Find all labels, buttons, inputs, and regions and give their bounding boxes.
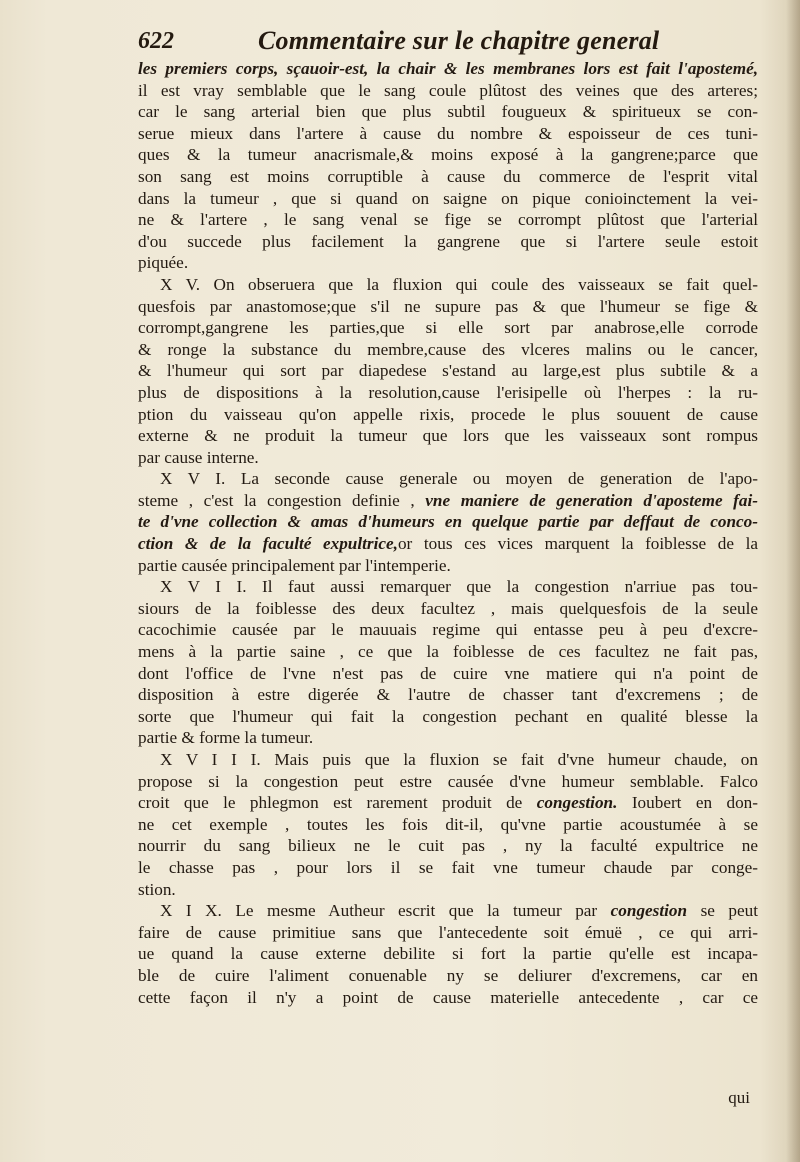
text-line: cacochimie causée par le mauuais regime qui entasse peu à peu d'excre- <box>138 620 758 640</box>
text-line: externe & ne produit la tumeur que lors que les vaisseaux sont rompus <box>138 426 758 446</box>
text-line: X I X. Le mesme Autheur escrit que la tumeur par congestion se peut <box>160 901 758 921</box>
text-line: ption du vaisseau qu'on appelle rixis, procede le plus souuent de cause <box>138 404 758 424</box>
page-edge-shadow <box>786 0 800 1162</box>
text-line: ne & l'artere , le sang venal se fige se corrompt plûtost que l'arterial <box>138 210 758 230</box>
text-line: mens à la partie saine , ce que la foiblesse de ces facultez ne fait pas, <box>138 642 758 662</box>
text-line: les premiers corps, sçauoir-est, la chair & les membranes lors est fait l'apostemé, <box>138 59 758 78</box>
text-line: il est vray semblable que le sang coule plûtost des veines que des arteres; <box>138 80 758 100</box>
text-line: ques & la tumeur anacrismale,& moins exposé à la gangrene;parce que <box>138 145 758 165</box>
text-line: X V. On obseruera que la fluxion qui coule des vaisseaux se fait quel- <box>160 274 758 294</box>
text-line: dont l'office de l'vne n'est pas de cuire vne matiere qui n'a point de <box>138 663 758 683</box>
text-line: car le sang arterial bien que plus subtil fougueux & spiritueux se con- <box>138 102 758 122</box>
text-line: disposition à estre digerée & l'autre de chasser tant d'excremens ; de <box>138 685 758 705</box>
text-line: & ronge la substance du membre,cause des vlceres malins ou le cancer, <box>138 339 758 359</box>
text-line: propose si la congestion peut estre causée d'vne humeur semblable. Falco <box>138 771 758 791</box>
text-line: partie causée principalement par l'intemperie. <box>138 555 451 575</box>
body-text <box>138 58 758 1008</box>
text-line: plus de dispositions à la resolution,cause l'erisipelle où l'herpes : la ru- <box>138 382 758 402</box>
text-line: le chasse pas , pour lors il se fait vne tumeur chaude par conge- <box>138 857 758 877</box>
text-line: ue quand la cause externe debilite si fort la partie qu'elle est incapa- <box>138 944 758 964</box>
text-line: ble de cuire l'aliment conuenable ny se deliurer d'excremens, car en <box>138 965 758 985</box>
text-line: d'ou succede plus facilement la gangrene que si l'artere seule estoit <box>138 231 758 251</box>
text-line: corrompt,gangrene les parties,que si elle sort par anabrose,elle corrode <box>138 318 758 338</box>
text-line: & l'humeur qui sort par diapedese s'estand au large,est plus subtile & a <box>138 361 758 381</box>
text-line: siours de la foiblesse des deux facultez , mais quelquesfois de la seule <box>138 598 758 618</box>
text-line: sorte que l'humeur qui fait la congestion pechant en qualité blesse la <box>138 706 758 726</box>
page-header <box>138 26 778 60</box>
text-line: X V I I I. Mais puis que la fluxion se fait d'vne humeur chaude, on <box>160 750 758 769</box>
text-line: par cause interne. <box>138 447 259 467</box>
text-line: X V I I. Il faut aussi remarquer que la congestion n'arriue pas tou- <box>160 577 758 597</box>
text-line: ction & de la faculté expultrice,or tous ces vices marquent la foiblesse de la <box>138 534 758 554</box>
running-title: Commentaire sur le chapitre general <box>258 26 660 55</box>
text-line: X V I. La seconde cause generale ou moyen de generation de l'apo- <box>160 469 758 489</box>
text-line: croit que le phlegmon est rarement produit de congestion. Ioubert en don- <box>138 793 758 813</box>
text-line: cette façon il n'y a point de cause materielle antecedente , car ce <box>138 987 758 1007</box>
text-line: te d'vne collection & amas d'humeurs en quelque partie par deffaut de conco- <box>138 512 758 532</box>
page-number: 622 <box>138 28 174 54</box>
text-line: serue mieux dans l'artere à cause du nombre & espoisseur de ces tuni- <box>138 123 758 143</box>
text-line: steme , c'est la congestion definie , vne maniere de generation d'aposteme fai- <box>138 490 758 510</box>
text-line: stion. <box>138 879 176 899</box>
text-line: nourrir du sang bilieux ne le cuit pas , ny la faculté expultrice ne <box>138 836 758 856</box>
text-line: faire de cause primitiue sans que l'antecedente soit émuë , ce qui arri- <box>138 922 758 942</box>
text-line: ne cet exemple , toutes les fois dit-il, qu'vne partie acoustumée à se <box>138 814 758 834</box>
text-line: partie & forme la tumeur. <box>138 728 314 748</box>
text-line: quesfois par anastomose;que s'il ne supure pas & que l'humeur se fige & <box>138 296 758 316</box>
text-line: piquée. <box>138 253 189 273</box>
text-line: son sang est moins corruptible à cause du commerce de l'esprit vital <box>138 166 758 186</box>
catchword: qui <box>728 1088 750 1107</box>
text-line: dans la tumeur , que si quand on saigne on pique conioinctement la vei- <box>138 188 758 208</box>
